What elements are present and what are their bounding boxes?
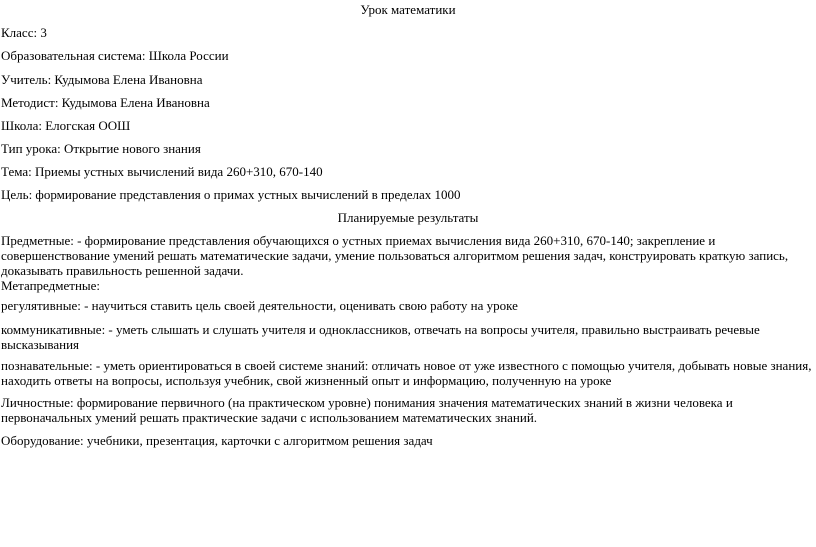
field-teacher: Учитель: Кудымова Елена Ивановна [1,72,203,87]
field-lesson-type: Тип урока: Открытие нового знания [1,141,201,156]
field-topic: Тема: Приемы устных вычислений вида 260+310, 670-140 [1,164,323,179]
field-grade: Класс: 3 [1,25,47,40]
field-methodist: Методист: Кудымова Елена Ивановна [1,95,210,110]
regulatory-results: регулятивные: - научиться ставить цель своей деятельности, оценивать свою работу на уроке [1,298,518,313]
results-heading: Планируемые результаты [337,210,479,225]
field-goal: Цель: формирование представления о примах устных вычислений в пределах 1000 [1,187,461,202]
cognitive-results: познавательные: - уметь ориентироваться в своей системе знаний: отличать новое от уже известного с помощью учителя, добывать новые знания, находить ответы на вопросы, используя учебник, свой жизненный опыт и информацию, полученную на уроке [1,358,812,388]
field-school: Школа: Елогская ООШ [1,118,131,133]
field-education-system: Образовательная система: Школа России [1,48,229,63]
subject-results: Предметные: - формирование представления обучающихся о устных приемах вычисления вида 260+310, 670-140; закрепление и совершенствование умений решать математические задачи, умение пользоваться алгоритмом решения задач, конструировать краткую запись, доказывать правильность решенной задачи. [1,233,789,278]
document-title: Урок математики [360,2,456,17]
meta-heading: Метапредметные: [1,278,101,293]
personal-results: Личностные: формирование первичного (на практическом уровне) понимания значения математических знаний в жизни человека и первоначальных умений решать практические задачи с использованием математических знаний. [1,395,733,425]
equipment: Оборудование: учебники, презентация, карточки с алгоритмом решения задач [1,433,433,448]
communicative-results: коммуникативные: - уметь слышать и слушать учителя и одноклассников, отвечать на вопросы учителя, правильно выстраивать речевые высказывания [1,322,760,352]
